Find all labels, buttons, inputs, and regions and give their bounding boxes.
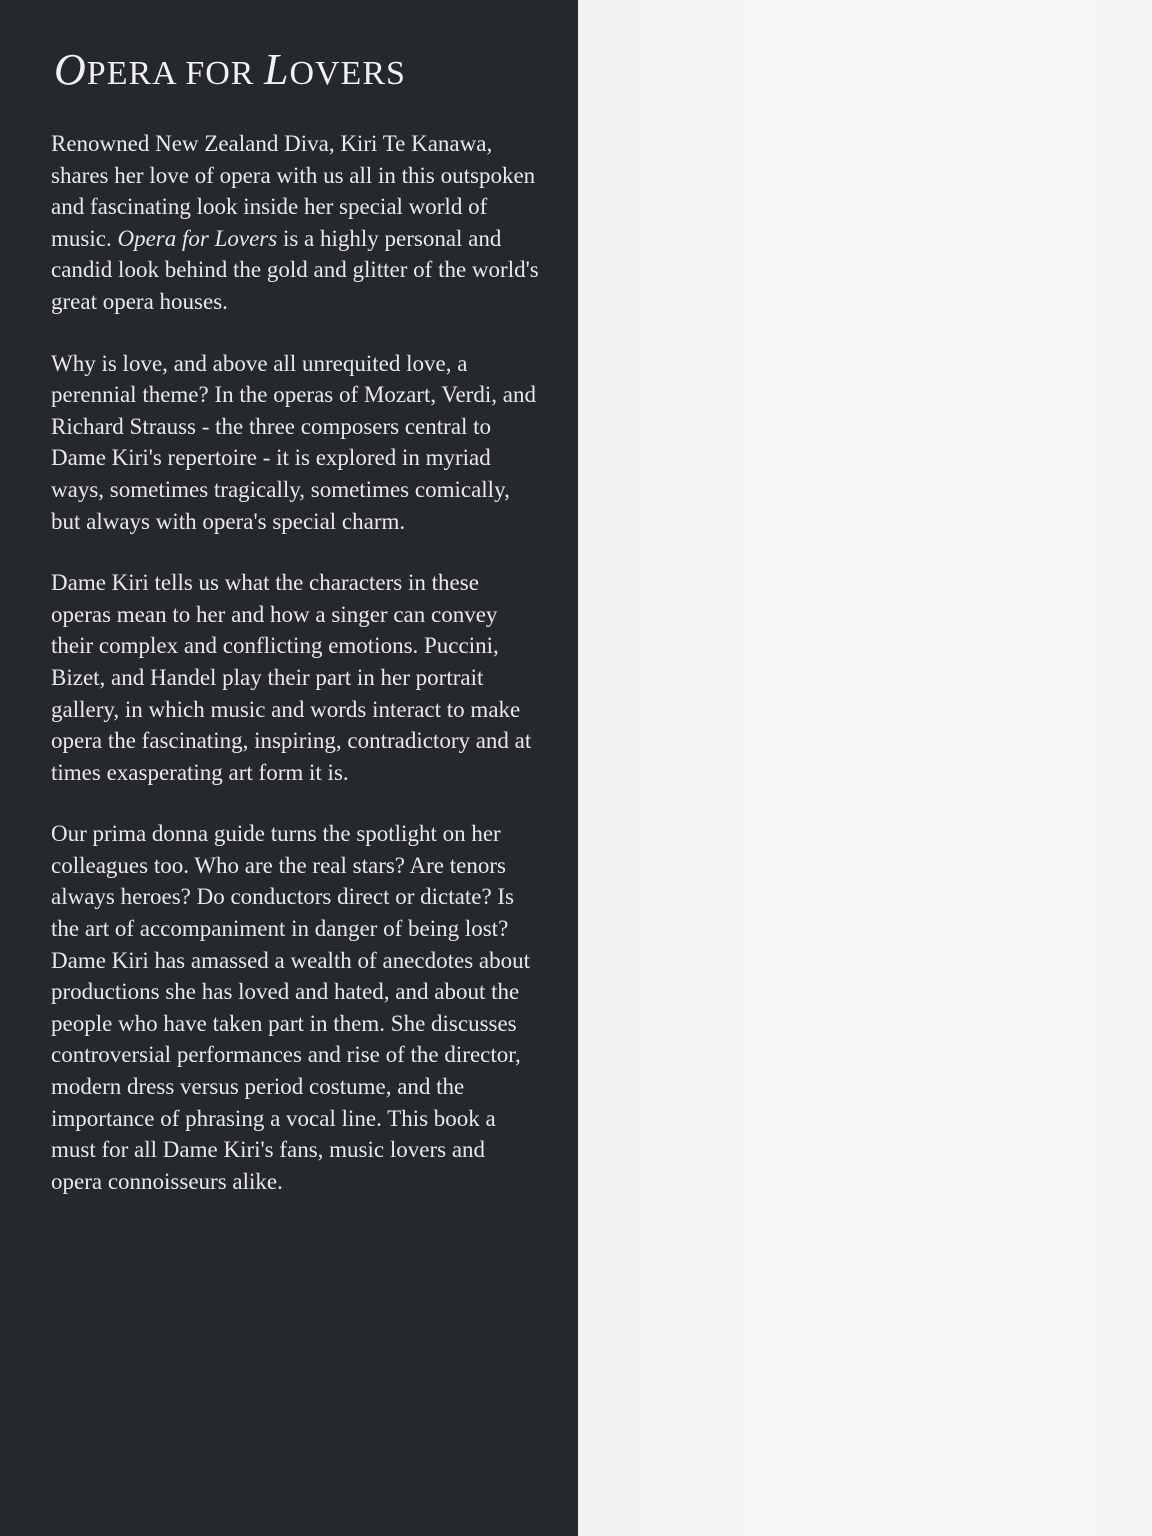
blurb-text	[51, 128, 539, 1227]
title-part-1: PERA FOR	[86, 55, 264, 92]
paragraph-4: Our prima donna guide turns the spotlight on her colleagues too. Who are the real stars? Are tenors always heroes? Do conductors direct or dictate? Is the art of accompaniment in danger of being lost? Dame Kiri has amassed a wealth of anecdotes about productions she has loved and hated, and about the people who have taken part in them. She discusses controversial performances and rise of the director, modern dress versus period costume, and the importance of phrasing a vocal line. This book a must for all Dame Kiri's fans, music lovers and opera connoisseurs alike.	[51, 821, 530, 1194]
paragraph-2: Why is love, and above all unrequited love, a perennial theme? In the operas of Mozart, Verdi, and Richard Strauss - the three composers central to Dame Kiri's repertoire - it is explored in myriad ways, sometimes tragically, sometimes comically, but always with opera's special charm.	[51, 350, 536, 534]
paragraph-1-start: Renowned New Zealand Diva, Kiri Te Kanawa, shares her love of opera with us all in this outspoken and fascinating look inside her special world of music.	[51, 131, 536, 251]
book-title	[54, 44, 406, 95]
paragraph-1-end: is a highly personal and candid look behind the gold and glitter of the world's great opera houses.	[51, 225, 539, 314]
title-part-2: OVERS	[289, 55, 406, 92]
blank-white-panel	[578, 0, 1152, 1536]
paragraph-1-title-italic: Opera for Lovers	[117, 225, 278, 251]
title-initial-l: L	[263, 45, 290, 94]
paragraph-1	[51, 128, 539, 318]
title-initial-o: O	[54, 45, 87, 94]
paragraph-3: Dame Kiri tells us what the characters in these operas mean to her and how a singer can convey their complex and conflicting emotions. Puccini, Bizet, and Handel play their part in her portrait gallery, in which music and words interact to make opera the fascinating, inspiring, contradictory and at times exasperating art form it is.	[51, 570, 532, 785]
